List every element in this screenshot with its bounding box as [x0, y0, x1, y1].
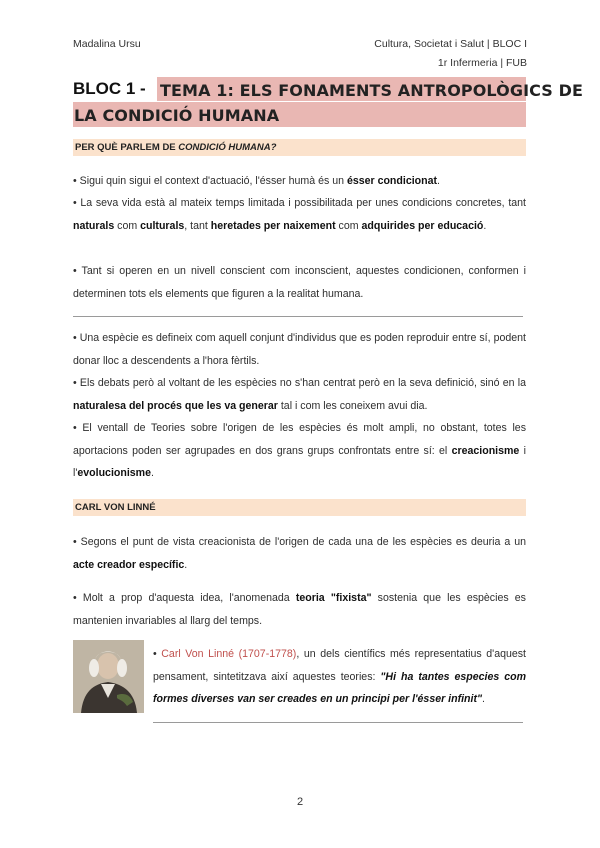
paragraph-especie: • Una espècie es defineix com aquell conjunt d'individus que es poden reproduir entre sí, podent donar lloc a descendents a l'hora fèrtils. — [73, 332, 526, 367]
page-title-line1: TEMA 1: ELS FONAMENTS ANTROPOLÒGICS DE — [160, 81, 583, 100]
header-author: Madalina Ursu — [73, 38, 141, 50]
page-title-line2: LA CONDICIÓ HUMANA — [74, 106, 280, 125]
paragraph-conscient: • Tant si operen en un nivell conscient com inconscient, aquestes condicionen, conformen i determinen tots els elements que figuren a la realitat humana. — [73, 265, 526, 300]
paragraph-fixista: • Molt a prop d'aquesta idea, l'anomenada teoria "fixista" sostenia que les espècies es mantenien invariables al llarg del temps. — [73, 592, 526, 627]
section-heading-condicio — [73, 139, 526, 156]
section-heading-em: CONDICIÓ HUMANA? — [178, 142, 277, 153]
page-number: 2 — [296, 796, 304, 808]
paragraph-debats: • Els debats però al voltant de les espècies no s'han centrat però en la seva definició, sinó en la naturalesa del procés que les va generar tal i com les coneixem avui dia. — [73, 377, 526, 412]
portrait-image — [73, 640, 144, 713]
header-program: 1r Infermeria | FUB — [437, 57, 527, 69]
paragraph-condicions: • La seva vida està al mateix temps limitada i possibilitada per unes condicions concretes, tant naturals com culturals, tant heretades per naixement com adquirides per educació. — [73, 197, 526, 232]
bloc-label: BLOC 1 - — [73, 79, 146, 98]
header-course: Cultura, Societat i Salut | BLOC I — [374, 38, 527, 50]
paragraph-teories: • El ventall de Teories sobre l'origen de les espècies és molt ampli, no obstant, totes les aportacions poden ser agrupades en dos grans grups confrontats entre sí: el creacionisme i l'evolucionisme. — [73, 422, 526, 479]
section-heading-prefix: PER QUÈ PARLEM DE — [75, 142, 179, 153]
divider-1 — [73, 316, 523, 317]
divider-2 — [153, 722, 523, 723]
section-heading-linne — [73, 499, 526, 516]
section-heading-linne-text: CARL VON LINNÉ — [75, 502, 156, 513]
paragraph-esser-condicionat: • Sigui quin sigui el context d'actuació, l'ésser humà és un ésser condicionat. — [73, 175, 440, 187]
paragraph-carl-von-linne: • Carl Von Linné (1707-1778), un dels científics més representatius d'aquest pensament, sintetitzava així aquestes teories: "Hi ha tantes especies com formes diverses van ser creades en un principi per l'ésser infinit". — [153, 648, 526, 705]
linne-portrait — [73, 640, 144, 713]
carl-von-linne-name: Carl Von Linné (1707-1778) — [161, 648, 297, 660]
paragraph-acte-creador: • Segons el punt de vista creacionista de l'origen de cada una de les espècies es deuria a un acte creador específic. — [73, 536, 526, 571]
